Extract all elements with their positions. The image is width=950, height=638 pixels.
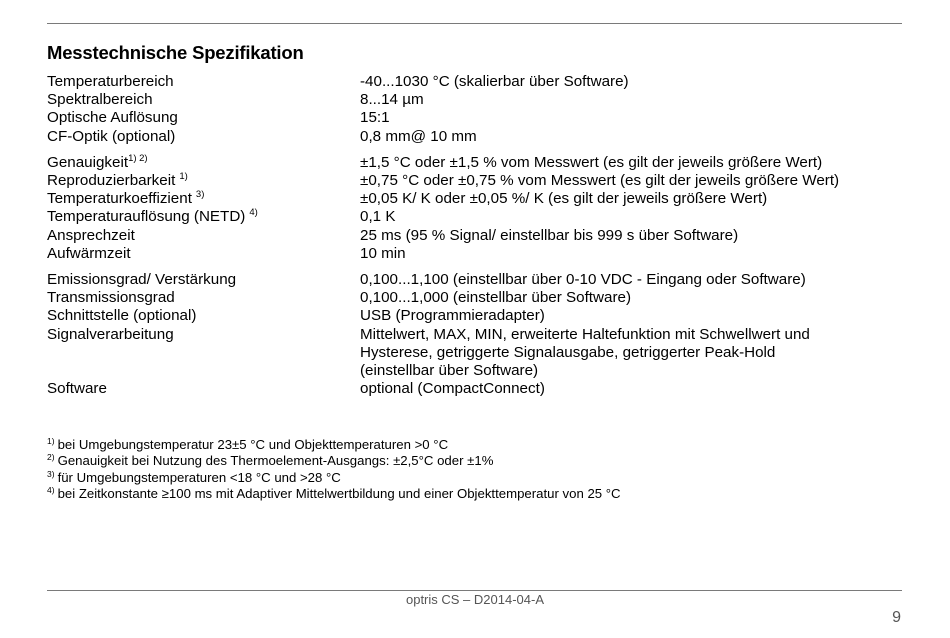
footnote: $^{4)}$ bei Zeitkonstante ≥100 ms mit Adaptiver Mittelwertbildung und einer Objekttemperatur von 25 °C xyxy=(47,485,621,502)
spec-row xyxy=(47,380,902,398)
footnote: $^{2)}$ Genauigkeit bei Nutzung des Thermoelement-Ausgangs: ±2,5°C oder ±1% xyxy=(47,452,494,469)
spec-value: Mittelwert, MAX, MIN, erweiterte Haltefunktion mit Schwellwert und Hysterese, getriggerte Signalausgabe, getriggerter Peak-Hold (einstellbar über Software) xyxy=(360,325,810,380)
spec-row xyxy=(47,109,902,127)
spec-row xyxy=(47,271,902,289)
spec-label: Signalverarbeitung xyxy=(47,325,174,343)
spec-table xyxy=(47,73,902,406)
footnote: $^{3)}$ für Umgebungstemperaturen <18 °C und >28 °C xyxy=(47,468,341,485)
spec-value: optional (CompactConnect) xyxy=(360,380,545,398)
spec-row xyxy=(47,307,902,325)
spec-label: Spektralbereich xyxy=(47,91,153,109)
spec-label: Reproduzierbarkeit $^{1)}$ xyxy=(47,171,188,190)
spec-label: CF-Optik (optional) xyxy=(47,127,176,145)
footer-text: optris CS – D2014-04-A xyxy=(405,592,544,607)
spec-label: Genauigkeit$^{1) 2)}$ xyxy=(47,152,148,171)
spec-value: 8...14 µm xyxy=(360,91,424,109)
spec-group xyxy=(47,154,902,263)
spec-group xyxy=(47,73,902,146)
spec-value: -40...1030 °C (skalierbar über Software) xyxy=(360,73,629,90)
section-title: Messtechnische Spezifikation xyxy=(47,42,304,63)
page-number: 9 xyxy=(892,609,901,626)
spec-value: 0,1 K xyxy=(360,208,396,226)
spec-row xyxy=(47,208,902,226)
spec-label: Ansprechzeit xyxy=(47,226,135,244)
footnote-ref: 1) 2) xyxy=(128,152,148,164)
spec-value: USB (Programmieradapter) xyxy=(360,307,545,325)
spec-value: ±1,5 °C oder ±1,5 % vom Messwert (es gilt der jeweils größere Wert) xyxy=(360,153,823,171)
spec-value: ±0,05 K/ K oder ±0,05 %/ K (es gilt der jeweils größere Wert) xyxy=(360,190,768,208)
spec-row xyxy=(47,154,902,172)
spec-row xyxy=(47,326,902,381)
footnote: $^{1)}$ bei Umgebungstemperatur 23±5 °C und Objekttemperaturen >0 °C xyxy=(47,436,449,452)
spec-label: Emissionsgrad/ Verstärkung xyxy=(47,271,237,289)
footer-rule xyxy=(47,590,902,591)
spec-row xyxy=(47,190,902,208)
spec-label: Aufwärmzeit xyxy=(47,244,131,262)
footnote-ref: 3) xyxy=(195,189,205,201)
spec-row xyxy=(47,172,902,190)
spec-value: ±0,75 °C oder ±0,75 % vom Messwert (es gilt der jeweils größere Wert) xyxy=(360,172,840,190)
spec-label: Optische Auflösung xyxy=(47,109,178,127)
spec-row xyxy=(47,227,902,245)
spec-group xyxy=(47,271,902,398)
footnote-mark: 2) xyxy=(47,452,55,463)
spec-value: 25 ms (95 % Signal/ einstellbar bis 999 s über Software) xyxy=(360,226,739,244)
footnotes xyxy=(47,437,621,503)
footnote-ref: 1) xyxy=(179,171,188,183)
spec-label: Schnittstelle (optional) xyxy=(47,307,197,325)
spec-row xyxy=(47,245,902,263)
spec-label: Software xyxy=(47,380,107,398)
spec-label: Temperaturauflösung (NETD) $^{4)}$ xyxy=(47,207,258,226)
spec-label: Temperaturbereich xyxy=(47,73,174,90)
spec-value: 10 min xyxy=(360,244,406,262)
header-rule xyxy=(47,23,902,24)
footnote-mark: 1) xyxy=(47,436,55,446)
spec-value: 0,100...1,000 (einstellbar über Software) xyxy=(360,289,632,307)
spec-value: 0,100...1,100 (einstellbar über 0-10 VDC - Eingang oder Software) xyxy=(360,271,806,289)
spec-label: Temperaturkoeffizient $^{3)}$ xyxy=(47,189,205,208)
spec-row xyxy=(47,128,902,146)
spec-label: Transmissionsgrad xyxy=(47,289,175,307)
spec-row xyxy=(47,73,902,91)
footnote-ref: 4) xyxy=(249,207,258,219)
spec-row xyxy=(47,91,902,109)
footnote-mark: 4) xyxy=(47,485,55,496)
footnote-mark: 3) xyxy=(47,468,55,479)
spec-value: 0,8 mm@ 10 mm xyxy=(360,127,477,145)
spec-row xyxy=(47,289,902,307)
spec-value: 15:1 xyxy=(360,109,390,127)
